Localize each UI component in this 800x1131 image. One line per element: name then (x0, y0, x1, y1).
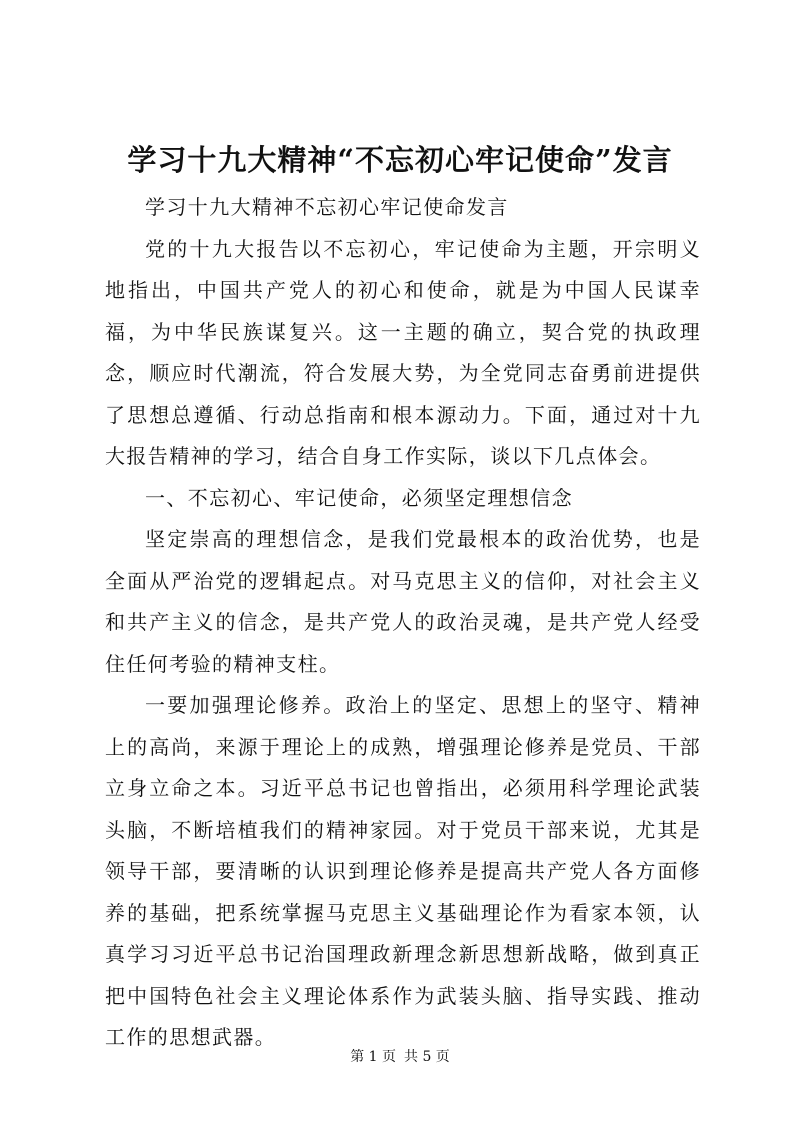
subtitle-paragraph: 学习十九大精神不忘初心牢记使命发言 (145, 195, 509, 219)
section-heading: 一、不忘初心、牢记使命，必须坚定理想信念 (145, 485, 573, 510)
intro-paragraph: 党的十九大报告以不忘初心，牢记使命为主题，开宗明义地指出，中国共产党人的初心和使命，就是为中国人民谋幸福，为中华民族谋复兴。这一主题的确立，契合党的执政理念，顺应时代潮流，符合发展大势，为全党同志奋勇前进提供了思想总遵循、行动总指南和根本源动力。下面，通过对十九大报告精神的学习，结合自身工作实际，谈以下几点体会。 (105, 236, 701, 468)
page-number: 第 1 页 (350, 1049, 396, 1065)
document-body (105, 187, 701, 1059)
document-title: 学习十九大精神“不忘初心牢记使命”发言 (127, 143, 673, 177)
page-total: 共 5 页 (404, 1049, 450, 1065)
body-paragraph: 坚定崇高的理想信念，是我们党最根本的政治优势，也是全面从严治党的逻辑起点。对马克思主义的信仰，对社会主义和共产主义的信念，是共产党人的政治灵魂，是共产党人经受住任何考验的精神支柱。 (105, 527, 701, 676)
body-paragraph: 一要加强理论修养。政治上的坚定、思想上的坚守、精神上的高尚，来源于理论上的成熟，增强理论修养是党员、干部立身立命之本。习近平总书记也曾指出，必须用科学理论武装头脑，不断培植我们的精神家园。对于党员干部来说，尤其是领导干部，要清晰的认识到理论修养是提高共产党人各方面修养的基础，把系统掌握马克思主义基础理论作为看家本领，认真学习习近平总书记治国理政新理念新思想新战略，做到真正把中国特色社会主义理论体系作为武装头脑、指导实践、推动工作的思想武器。 (105, 693, 701, 1049)
page-footer (0, 1047, 800, 1067)
